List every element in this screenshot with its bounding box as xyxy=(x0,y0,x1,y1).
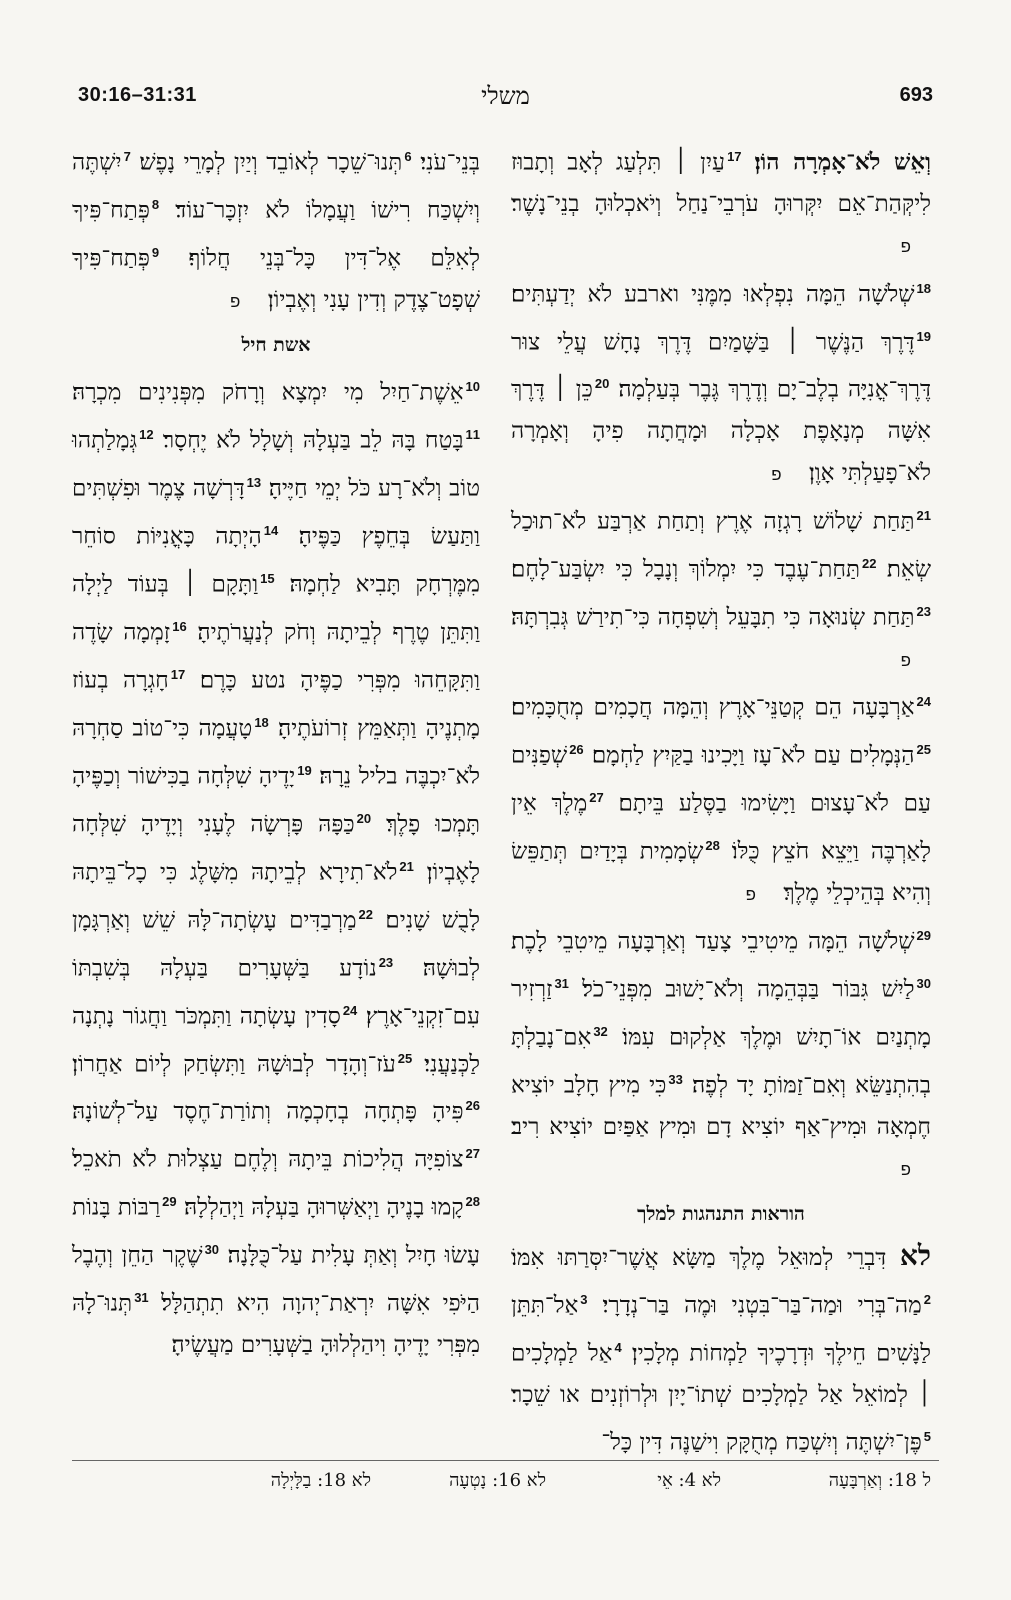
verse-text: אִם־נָבַלְתָּ בְהִתְנַשֵּׂא וְאִם־זַמּוֹתָ יָד לְפֶה׃ xyxy=(511,1024,931,1099)
verse-number: 17 xyxy=(727,149,742,164)
verse-text: חָגְרָה בְעוֹז מָתְנֶיהָ וַתְּאַמֵּץ זְרוֹעֹתֶיהָ׃ xyxy=(72,667,480,742)
verse-number: 32 xyxy=(593,1024,608,1040)
verse-number: 26 xyxy=(569,742,584,758)
verse-number: 26 xyxy=(465,1098,480,1114)
footnote: לא 16: נָטְעָה xyxy=(449,1470,546,1491)
verse-text: פְּתַח־פִּיךָ שְׁפָט־צֶדֶק וְדִין עָנִי וְאֶבְיוֹן׃ xyxy=(72,245,480,313)
verse-number: 11 xyxy=(465,427,480,443)
verse-number: 21 xyxy=(399,858,414,874)
verse-text: מַה־בְּרִי וּמַה־בַּר־בִּטְנִי וּמֶה בַּר־נְדָרָי׃ xyxy=(602,1292,922,1319)
verse-text: בָּטַח בָּהּ לֵב בַּעְלָהּ וְשָׁלָל לֹא יֶחְסָר׃ xyxy=(162,427,464,454)
verse-number: 29 xyxy=(916,928,931,944)
verse-text: תְּנוּ־שֵׁכָר לְאוֹבֵד וְיַיִן לְמָרֵי נָפֶשׁ׃ xyxy=(139,149,403,176)
verse-number: 6 xyxy=(404,149,412,164)
verse-number: 27 xyxy=(465,1146,480,1162)
verse-number: 24 xyxy=(342,1002,358,1018)
verse-text: פְּתַח־פִּיךָ לְאִלֵּם אֶל־דִּין כָּל־בְּנֵי חֲלוֹף׃ xyxy=(72,197,481,272)
verse-text: שְׁלֹשָׁה הֵמָּה מֵיטִיבֵי צָעַד וְאַרְבָּעָה מֵיטִבֵי לָכֶת׃ xyxy=(511,928,915,955)
verse-number: 30 xyxy=(916,976,932,992)
pe-marker: פ xyxy=(745,884,757,904)
verse-text: שְׂמָמִית בְּיָדַיִם תְּתַפֵּשׂ וְהִיא בְּהֵיכְלֵי מֶלֶךְ׃ xyxy=(511,838,931,906)
page-header xyxy=(70,84,941,120)
verse-text: כִּי מִיץ חָלָב יוֹצִיא חֶמְאָה וּמִיץ־אַף יוֹצִיא דָם וּמִיץ אַפַּיִם יוֹצִיא רִיב׃ xyxy=(511,1072,931,1141)
verse-text: אַרְבָּעָה הֵם קְטַנֵּי־אָרֶץ וְהֵמָּה חֲכָמִים מְחֻכָּמִים׃ xyxy=(511,694,915,721)
left-column xyxy=(72,136,480,1367)
verse-text: עַיִן ׀ תִּלְעַג לְאָב וְתָבוּז לִיקְּהַת־אֵם יִקְּרוּהָ עֹרְבֵי־נַחַל וְיֹאכְלוּהָ בְנֵי־נָשֶׁר׃ xyxy=(511,149,931,217)
verse-number: 13 xyxy=(246,475,262,491)
verse-number: 22 xyxy=(358,906,373,922)
verse-number: 22 xyxy=(861,555,877,571)
verse-text: סָדִין עָשְׂתָה וַתִּמְכֹּר וַחֲגוֹר נָתְנָה לַכְּנַעֲנִי׃ xyxy=(72,1003,481,1078)
verse-number: 12 xyxy=(139,427,154,443)
verse-number: 24 xyxy=(916,694,931,710)
paragraph xyxy=(511,268,931,495)
paragraph xyxy=(511,136,931,268)
pe-marker: פ xyxy=(900,237,911,257)
verse-text: תְּנוּ־לָהּ מִפְּרִי יָדֶיהָ וִיהַלְלוּהָ בַשְּׁעָרִים מַעֲשֶׂיהָ׃ xyxy=(72,1290,480,1359)
verse-text: פֶּן־יִשְׁתֶּה וְיִשְׁכַּח מְחֻקָּק וִישַׁנֶּה דִּין כָּל־ xyxy=(601,1429,922,1456)
verse-text: אַל לַמְלָכִים ׀ לְמוֹאֵל אַל לַמְלָכִים שְׁתוֹ־יָיִן וּלְרוֹזְנִים או שֵׁכָר׃ xyxy=(511,1340,931,1408)
verse-text: פִּיהָ פָּתְחָה בְחָכְמָה וְתוֹרַת־חֶסֶד עַל־לְשׁוֹנָהּ׃ xyxy=(72,1099,464,1126)
verse-text: אַל־תִּתֵּן לַנָּשִׁים חֵילֶךָ וּדְרָכֶיךָ לַמְחוֹת מְלָכִין׃ xyxy=(511,1292,931,1367)
verse-number: 23 xyxy=(916,603,931,619)
verse-number: 4 xyxy=(614,1339,622,1355)
verse-text: וַתָּקָם ׀ בְּעוֹד לַיְלָה וַתִּתֵּן טֶרֶף לְבֵיתָהּ וְחֹק לְנַעֲרֹתֶיהָ׃ xyxy=(72,571,481,646)
verse-number: 8 xyxy=(151,196,160,212)
pe-marker: פ xyxy=(230,291,241,311)
verse-text: זָמְמָה שָׂדֶה וַתִּקָּחֵהוּ מִפְּרִי כַפֶּיהָ נטע כָּרֶם׃ xyxy=(72,619,480,694)
verse-number: 27 xyxy=(589,790,604,806)
verse-text: טָעֲמָה כִּי־טוֹב סַחְרָהּ לֹא־יִכְבֶּה בליל נֵרָהּ׃ xyxy=(72,715,481,790)
verse-text: גְּמָלַתְהוּ טוֹב וְלֹא־רָע כֹּל יְמֵי חַיֶּיהָ׃ xyxy=(72,427,481,502)
verse-text: וְאֵשׁ לֹא־אָמְרָה הוֹן׃ xyxy=(754,148,931,176)
verse-number: 16 xyxy=(172,618,187,634)
verse-number: 19 xyxy=(297,762,312,778)
verse-text: זַרְזִיר מָתְנַיִם אוֹ־תָיִשׁ וּמֶלֶךְ אַלְקוּם עִמּוֹ׃ xyxy=(511,976,931,1051)
verse-text: שְׁפַנִּים עַם לֹא־עָצוּם וַיָּשִׂימוּ בַסֶּלַע בֵּיתָם׃ xyxy=(511,742,932,817)
section-heading: אשת חיל xyxy=(241,334,311,357)
verse-number: 18 xyxy=(254,714,269,730)
verse-number: 31 xyxy=(134,1290,149,1306)
verse-text: עֹז־וְהָדָר לְבוּשָׁהּ וַתִּשְׂחַק לְיוֹם אַחֲרוֹן׃ xyxy=(72,1051,396,1078)
verse-text: שְׁלֹשָׁה הֵמָּה נִפְלְאוּ מִמֶּנִּי וארבע לֹא יְדַעְתִּים׃ xyxy=(511,281,915,308)
verse-number: 14 xyxy=(263,523,279,539)
verse-text: כַּפָּהּ פָּרְשָׂה לֶעָנִי וְיָדֶיהָ שִׁלְּחָה לָאֶבְיוֹן׃ xyxy=(72,811,480,886)
verse-text: דֶּרֶךְ הַנֶּשֶׁר ׀ בַּשָּׁמַיִם דֶּרֶךְ נָחָשׁ עֲלֵי צוּר דֶּרֶךְ־אֳנִיָּה בְלֶב־יָם וְדֶרֶךְ גֶּבֶר בְּעַלְמָה׃ xyxy=(511,329,932,404)
verse-text: מַרְבַדִּים עָשְׂתָה־לָּהּ שֵׁשׁ וְאַרְגָּמָן לְבוּשָׁהּ׃ xyxy=(72,907,480,982)
footnotes xyxy=(150,1470,931,1502)
verse-number: 2 xyxy=(923,1291,931,1307)
verse-text: הָיְתָה כָּאֳנִיּוֹת סוֹחֵר מִמֶּרְחָק תָּבִיא לַחְמָהּ׃ xyxy=(72,523,480,598)
verse-text: בְּנֵי־עֹנִי׃ xyxy=(420,149,481,176)
verse-text: נוֹדָע בַּשְּׁעָרִים בַּעְלָהּ בְּשִׁבְתּוֹ עִם־זִקְנֵי־אָרֶץ׃ xyxy=(72,955,480,1030)
verse-number: 28 xyxy=(465,1194,480,1210)
verse-number: 33 xyxy=(668,1072,683,1088)
verse-number: 25 xyxy=(916,742,931,758)
chapter-reference: 30:16–31:31 xyxy=(78,84,197,106)
verse-text: דִּבְרֵי לְמוּאֵל מֶלֶךְ מַשָּׂא אֲשֶׁר־יִסְּרַתּוּ אִמּוֹ׃ xyxy=(511,1244,887,1271)
verse-text: תַּחַת־עֶבֶד כִּי יִמְלוֹךְ וְנָבָל כִּי יִשְׂבַּע־לָחֶם׃ xyxy=(511,556,860,583)
footnote: לא 4: אֵי xyxy=(657,1470,721,1491)
verse-number: 5 xyxy=(923,1429,931,1445)
verse-number: 21 xyxy=(916,508,931,523)
verse-number: 18 xyxy=(916,280,931,296)
verse-text: לֹא־תִירָא לְבֵיתָהּ מִשָּׁלֶג כִּי כָל־בֵּיתָהּ לָבֻשׁ שָׁנִים׃ xyxy=(72,859,480,934)
verse-text: דָּרְשָׁה צֶמֶר וּפִשְׁתִּים וַתַּעַשׂ בְּחֵפֶץ כַּפֶּיהָ׃ xyxy=(72,475,480,550)
verse-text: שֶׁקֶר הַחֵן וְהֶבֶל הַיֹּפִי אִשָּׁה יִרְאַת־יְהוָה הִיא תִתְהַלָּל׃ xyxy=(72,1242,480,1317)
verse-text: לַיִשׁ גִּבּוֹר בַּבְּהֵמָה וְלֹא־יָשׁוּב מִפְּנֵי־כֹל׃ xyxy=(582,976,915,1003)
pe-marker: פ xyxy=(900,1160,911,1180)
page-number: 693 xyxy=(899,84,933,106)
verse-text: תַּחַת שָׁלוֹשׁ רָגְזָה אֶרֶץ וְתַחַת אַרְבַּע לֹא־תוּכַל שְׂאֵת׃ xyxy=(511,508,931,583)
verse-number: 17 xyxy=(170,666,186,682)
verse-number: 29 xyxy=(162,1194,177,1210)
verse-number: 19 xyxy=(916,328,931,344)
verse-number: 30 xyxy=(204,1242,220,1258)
footnote: לא 18: בַלָּיְלָה xyxy=(270,1470,371,1491)
footnote-divider xyxy=(72,1460,939,1461)
pe-marker: פ xyxy=(900,650,911,670)
book-title: משלי xyxy=(481,82,530,110)
paragraph xyxy=(511,681,931,915)
verse-text: הַנְּמָלִים עַם לֹא־עָז וַיָּכִינוּ בַקַּיִץ לַחְמָם׃ xyxy=(591,742,915,769)
verse-number: 10 xyxy=(465,379,480,395)
verse-text: יָדֶיהָ שִׁלְּחָה בַכִּישׁוֹר וְכַפֶּיהָ תָּמְכוּ פָלֶךְ׃ xyxy=(72,763,480,838)
section-heading: הוראות התנהגות למלך xyxy=(637,1202,805,1225)
chapter-number: לא xyxy=(899,1238,931,1272)
verse-text: קָמוּ בָנֶיהָ וַיְאַשְּׁרוּהָ בַּעְלָהּ וַיְהַלְלָהּ׃ xyxy=(183,1195,464,1222)
verse-text: מֶלֶךְ אֵין לָאַרְבֶּה וַיֵּצֵא חֹצֵץ כֻּלּוֹ׃ xyxy=(511,790,931,865)
verse-text: יִשְׁתֶּה וְיִשְׁכַּח רִישׁוֹ וַעֲמָלוֹ לֹא יִזְכָּר־עוֹד׃ xyxy=(72,149,480,224)
verse-number: 23 xyxy=(378,954,394,970)
paragraph xyxy=(511,1235,931,1464)
verse-text: צוֹפִיָּה הֲלִיכוֹת בֵּיתָהּ וְלֶחֶם עַצְלוּת לֹא תֹאכֵל׃ xyxy=(72,1147,464,1174)
verse-number: 28 xyxy=(705,838,720,854)
verse-text: תַּחַת שְׂנוּאָה כִּי תִבָּעֵל וְשִׁפְחָה כִּי־תִירַשׁ גְּבִרְתָּהּ׃ xyxy=(511,604,915,631)
paragraph xyxy=(72,366,480,1366)
right-column xyxy=(511,136,931,1464)
verse-text: כֵּן ׀ דֶּרֶךְ אִשָּׁה מְנָאָפֶת אָכְלָה וּמָחֲתָה פִיהָ וְאָמְרָה לֹא־פָעַלְתִּי אָוֶן׃ xyxy=(511,377,931,486)
verse-number: 15 xyxy=(260,570,275,586)
verse-number: 20 xyxy=(594,376,610,392)
verse-number: 9 xyxy=(151,244,160,260)
footnote: ל 18: וְאַרְבָּעָה xyxy=(828,1470,931,1491)
verse-text: רַבּוֹת בָּנוֹת עָשׂוּ חָיִל וְאַתְּ עָלִית עַל־כֻּלָּנָה׃ xyxy=(72,1195,480,1269)
paragraph xyxy=(72,136,480,322)
verse-number: 3 xyxy=(580,1291,588,1307)
paragraph xyxy=(511,495,931,681)
verse-text: אֵשֶׁת־חַיִל מִי יִמְצָא וְרָחֹק מִפְּנִינִים מִכְרָהּ׃ xyxy=(72,379,464,406)
verse-number: 7 xyxy=(123,149,131,164)
verse-number: 31 xyxy=(554,976,569,992)
verse-number: 25 xyxy=(397,1050,413,1066)
verse-number: 20 xyxy=(356,810,372,826)
paragraph xyxy=(511,915,931,1190)
pe-marker: פ xyxy=(771,464,782,484)
